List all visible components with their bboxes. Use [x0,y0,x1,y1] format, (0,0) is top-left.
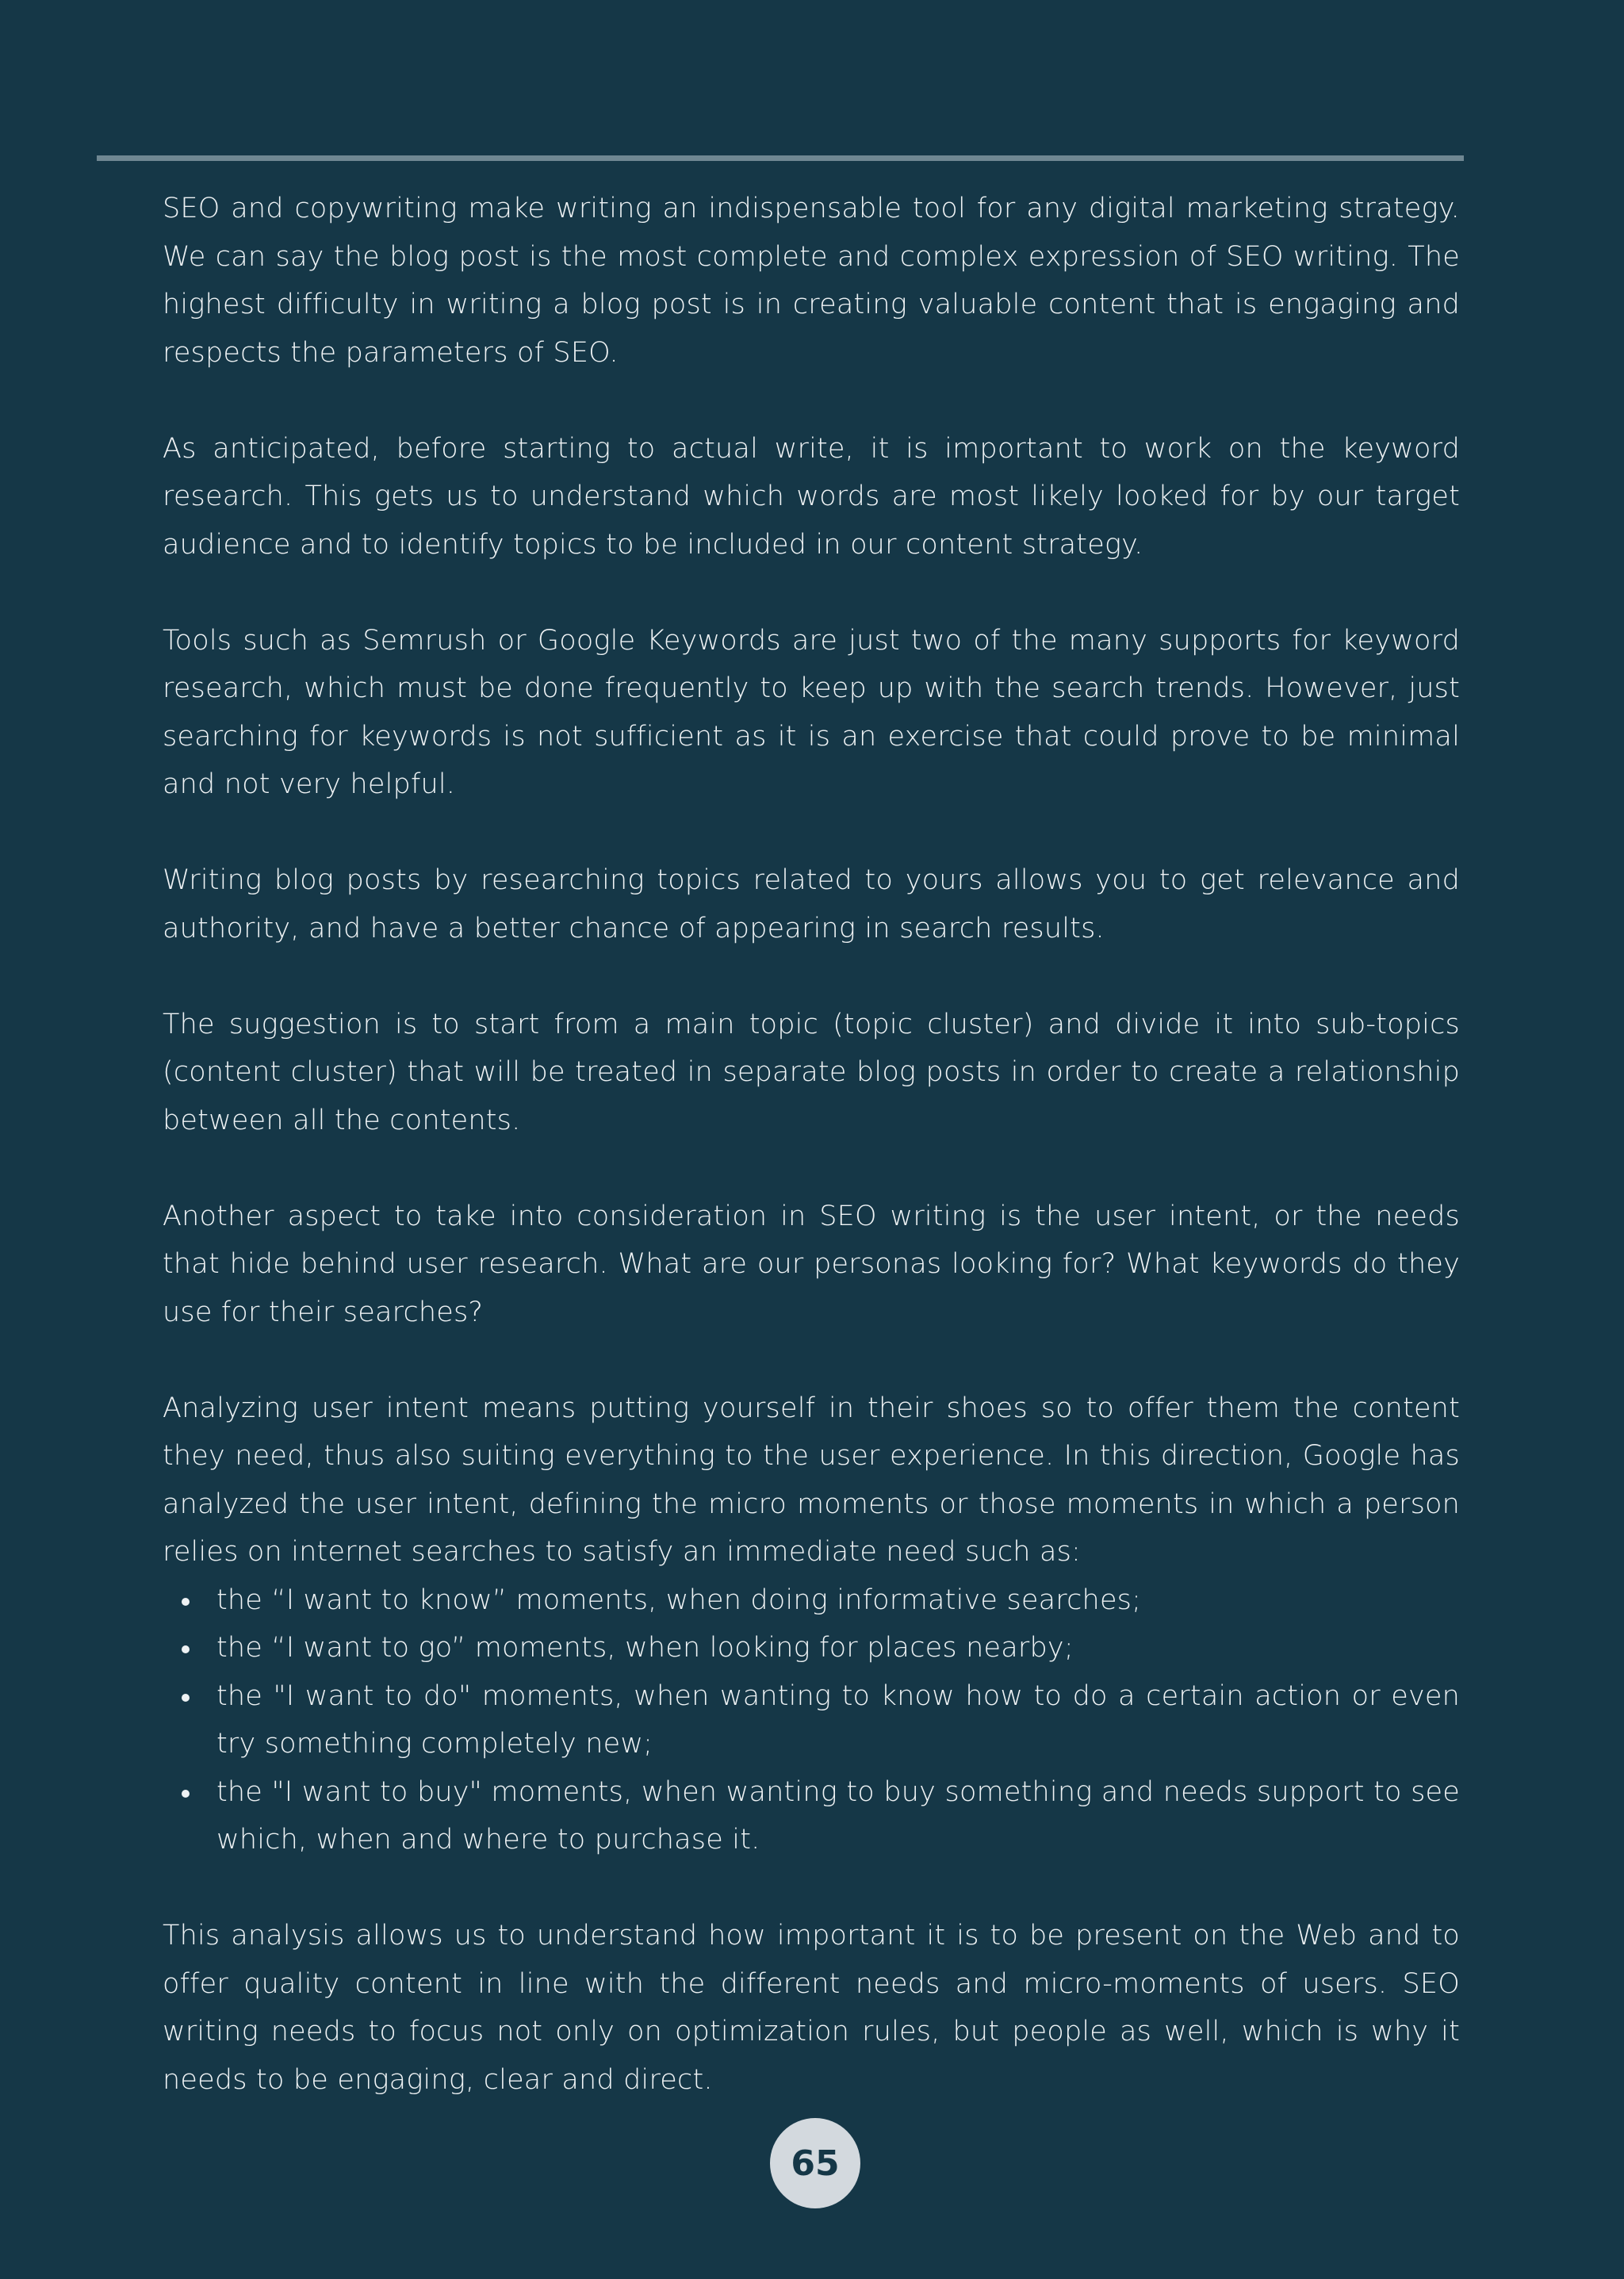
paragraph: Tools such as Semrush or Google Keywords are just two of the many supports for keyword research, which must be done frequently to keep up with the search trends. However, just searching for keywords is not sufficient as it is an exercise that could prove to be minimal and not very helpful. [163,624,1460,800]
paragraph: This analysis allows us to understand how important it is to be present on the Web and to offer quality content in line with the different needs and micro-moments of users. SEO writing needs to focus not only on optimization rules, but people as well, which is why it needs to be engaging, clear and direct. [163,1920,1460,2096]
list-item: the "I want to buy" moments, when wanting to buy something and needs support to see which, when and where to purchase it. [216,1768,1460,1864]
list-item: the "I want to do" moments, when wanting to know how to do a certain action or even try something completely new; [216,1672,1460,1768]
list-item: the “I want to go” moments, when looking for places nearby; [216,1624,1460,1672]
micro-moments-list [163,1576,1460,1864]
paragraph: Another aspect to take into consideration in SEO writing is the user intent, or the needs that hide behind user research. What are our personas looking for? What keywords do they use for their searches? [163,1200,1460,1328]
paragraph: Writing blog posts by researching topics related to yours allows you to get relevance and authority, and have a better chance of appearing in search results. [163,864,1460,944]
top-divider [97,155,1464,161]
paragraph: Analyzing user intent means putting yourself in their shoes so to offer them the content they need, thus also suiting everything to the user experience. In this direction, Google has analyzed the user intent, defining the micro moments or those moments in which a person relies on internet searches to satisfy an immediate need such as: [163,1392,1460,1568]
page-number: 65 [791,2143,840,2184]
list-item: the “I want to know” moments, when doing informative searches; [216,1576,1460,1625]
page-body [163,185,1460,2152]
paragraph: The suggestion is to start from a main topic (topic cluster) and divide it into sub-topics (content cluster) that will be treated in separate blog posts in order to create a relationship between all the contents. [163,1008,1460,1136]
paragraph: SEO and copywriting make writing an indispensable tool for any digital marketing strategy. We can say the blog post is the most complete and complex expression of SEO writing. The highest difficulty in writing a blog post is in creating valuable content that is engaging and respects the parameters of SEO. [163,193,1460,369]
paragraph: As anticipated, before starting to actual write, it is important to work on the keyword research. This gets us to understand which words are most likely looked for by our target audience and to identify topics to be included in our content strategy. [163,432,1460,561]
page-number-badge [770,2118,860,2208]
